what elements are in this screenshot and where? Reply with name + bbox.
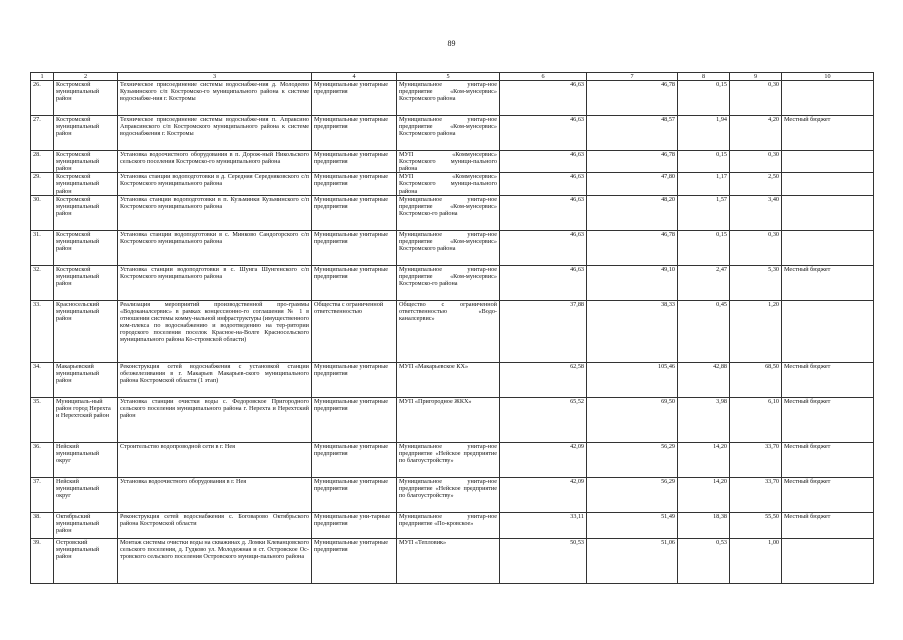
org-type-cell: Муниципальные унитарные предприятия — [312, 151, 397, 173]
org-type-cell: Муниципальные унитарные предприятия — [312, 538, 397, 583]
table-row — [31, 512, 874, 538]
funding-source-cell — [782, 538, 874, 583]
table-row — [31, 538, 874, 583]
value-cell-9: 6,10 — [730, 397, 782, 442]
row-number: 39. — [31, 538, 54, 583]
value-cell-9: 5,30 — [730, 265, 782, 300]
organization-cell: Муниципальное унитар-ное предприятие «Ком-мунсервис» Костромского района — [397, 116, 500, 151]
project-cell: Установка станции водоподготовки в д. Середняя Середняковского с/п Костромского муниципального района — [118, 173, 312, 195]
district-cell: Костромской муниципальный район — [54, 195, 118, 230]
column-number: 9 — [730, 73, 782, 81]
column-number: 4 — [312, 73, 397, 81]
row-number: 29. — [31, 173, 54, 195]
district-cell: Красносельский муниципальный район — [54, 300, 118, 362]
value-cell-6: 46,63 — [500, 81, 587, 116]
district-cell: Муниципаль-ный район город Нерехта и Нерехтский район — [54, 397, 118, 442]
table-row — [31, 116, 874, 151]
value-cell-9: 68,50 — [730, 362, 782, 397]
value-cell-8: 1,17 — [678, 173, 730, 195]
table-row — [31, 397, 874, 442]
district-cell: Костромской муниципальный район — [54, 151, 118, 173]
table-row — [31, 265, 874, 300]
funding-source-cell — [782, 300, 874, 362]
organization-cell: Общество с ограниченной ответственностью «Водо-каналсервис» — [397, 300, 500, 362]
value-cell-9: 1,20 — [730, 300, 782, 362]
project-cell: Реализация мероприятий производственной про-граммы «Водоканалсервис» в рамках концессионно-го соглашения № 1 в отношении системы комму-нальной инфраструктуры (имущественного ком-плекса по водоснабжению и водоотведению на тер-ритории городского поселения поселок Красное-на-Волге Красносельского муниципального района Ко-стромской области) — [118, 300, 312, 362]
value-cell-9: 0,30 — [730, 151, 782, 173]
funding-source-cell — [782, 230, 874, 265]
value-cell-7: 46,78 — [587, 230, 678, 265]
column-number: 1 — [31, 73, 54, 81]
table-row — [31, 442, 874, 477]
project-cell: Техническое присоединение системы водоснабже-ния п. Апраксино Апраксинского с/п Костромского муниципального района к системе водоснабжения г. Костромы — [118, 116, 312, 151]
organization-cell: МУП «Коммунсервис» Костромского муници-пального района — [397, 151, 500, 173]
table-row — [31, 81, 874, 116]
organization-cell: Муниципальное унитар-ное предприятие «Ком-мунсервис» Костромского района — [397, 230, 500, 265]
table-row — [31, 195, 874, 230]
project-cell: Установка станции водоподготовки в с. Минково Сандогорского с/п Костромского муниципального района — [118, 230, 312, 265]
project-cell: Установка станции водоподготовки в с. Шунга Шунгенского с/п Костромского муниципального района — [118, 265, 312, 300]
value-cell-8: 14,20 — [678, 442, 730, 477]
org-type-cell: Муниципальные унитарные предприятия — [312, 397, 397, 442]
value-cell-8: 1,94 — [678, 116, 730, 151]
value-cell-7: 48,57 — [587, 116, 678, 151]
row-number: 38. — [31, 512, 54, 538]
column-number: 7 — [587, 73, 678, 81]
organization-cell: МУП «Пригородное ЖКХ» — [397, 397, 500, 442]
project-cell: Монтаж системы очистки воды на скважинах д. Ломки Клеванцовского сельского поселения, д. Гудково ул. Молодежная и ст. Островское Ос-тровского сельского поселения Островского муници-пального района — [118, 538, 312, 583]
funding-source-cell: Местный бюджет — [782, 265, 874, 300]
funding-source-cell: Местный бюджет — [782, 477, 874, 512]
value-cell-7: 38,33 — [587, 300, 678, 362]
row-number: 33. — [31, 300, 54, 362]
value-cell-7: 69,50 — [587, 397, 678, 442]
organization-cell: МУП «Коммунсервис» Костромского муници-пального района — [397, 173, 500, 195]
value-cell-7: 51,49 — [587, 512, 678, 538]
organization-cell: Муниципальное унитар-ное предприятие «Ком-мунсервис» Костромско-го района — [397, 195, 500, 230]
row-number: 37. — [31, 477, 54, 512]
column-number: 2 — [54, 73, 118, 81]
value-cell-6: 50,53 — [500, 538, 587, 583]
district-cell: Костромской муниципальный район — [54, 230, 118, 265]
org-type-cell: Общества с ограниченной ответственностью — [312, 300, 397, 362]
column-number: 5 — [397, 73, 500, 81]
value-cell-8: 0,15 — [678, 81, 730, 116]
value-cell-6: 42,09 — [500, 477, 587, 512]
value-cell-6: 62,58 — [500, 362, 587, 397]
value-cell-6: 42,09 — [500, 442, 587, 477]
value-cell-8: 18,38 — [678, 512, 730, 538]
value-cell-8: 0,15 — [678, 151, 730, 173]
row-number: 35. — [31, 397, 54, 442]
value-cell-8: 42,88 — [678, 362, 730, 397]
table-row — [31, 151, 874, 173]
page-number: 89 — [447, 39, 456, 48]
funding-source-cell — [782, 195, 874, 230]
value-cell-7: 46,78 — [587, 81, 678, 116]
funding-source-cell: Местный бюджет — [782, 442, 874, 477]
value-cell-8: 0,45 — [678, 300, 730, 362]
funding-source-cell — [782, 173, 874, 195]
value-cell-6: 46,63 — [500, 151, 587, 173]
organization-cell: МУП «Макарьевское КХ» — [397, 362, 500, 397]
district-cell: Костромской муниципальный район — [54, 81, 118, 116]
value-cell-9: 33,70 — [730, 442, 782, 477]
organization-cell: Муниципальное унитар-ное предприятие «Нейское предприятие по благоустройству» — [397, 477, 500, 512]
district-cell: Нейский муниципальный округ — [54, 442, 118, 477]
table-row — [31, 230, 874, 265]
value-cell-9: 2,50 — [730, 173, 782, 195]
row-number: 32. — [31, 265, 54, 300]
value-cell-8: 3,98 — [678, 397, 730, 442]
org-type-cell: Муниципальные унитарные предприятия — [312, 173, 397, 195]
table-row — [31, 362, 874, 397]
funding-source-cell: Местный бюджет — [782, 116, 874, 151]
column-number: 10 — [782, 73, 874, 81]
table-row — [31, 477, 874, 512]
value-cell-9: 1,00 — [730, 538, 782, 583]
project-cell: Установка водоочистного оборудования в г. Нея — [118, 477, 312, 512]
row-number: 36. — [31, 442, 54, 477]
value-cell-7: 51,06 — [587, 538, 678, 583]
row-number: 27. — [31, 116, 54, 151]
value-cell-7: 56,29 — [587, 442, 678, 477]
value-cell-8: 14,20 — [678, 477, 730, 512]
row-number: 34. — [31, 362, 54, 397]
value-cell-6: 46,63 — [500, 116, 587, 151]
org-type-cell: Муниципальные унитарные предприятия — [312, 116, 397, 151]
org-type-cell: Муниципальные унитарные предприятия — [312, 442, 397, 477]
org-type-cell: Муниципальные унитарные предприятия — [312, 362, 397, 397]
project-cell: Установка станции очистки воды с. Федоровское Пригородного сельского поселения муниципального района г. Нерехта и Нерехтский район — [118, 397, 312, 442]
project-cell: Установка водоочистного оборудования в п. Дорож-ный Никольского сельского поселения Костромско-го муниципального района — [118, 151, 312, 173]
value-cell-9: 0,30 — [730, 81, 782, 116]
district-cell: Макарьевский муниципальный район — [54, 362, 118, 397]
value-cell-7: 49,10 — [587, 265, 678, 300]
column-number: 8 — [678, 73, 730, 81]
column-number-header — [31, 73, 874, 81]
funding-source-cell: Местный бюджет — [782, 512, 874, 538]
investment-program-table — [30, 72, 874, 584]
value-cell-9: 33,70 — [730, 477, 782, 512]
value-cell-8: 0,15 — [678, 230, 730, 265]
organization-cell: МУП «Тепловик» — [397, 538, 500, 583]
org-type-cell: Муниципальные унитарные предприятия — [312, 477, 397, 512]
org-type-cell: Муниципальные унитарные предприятия — [312, 265, 397, 300]
funding-source-cell — [782, 81, 874, 116]
value-cell-9: 3,40 — [730, 195, 782, 230]
value-cell-9: 0,30 — [730, 230, 782, 265]
value-cell-7: 48,20 — [587, 195, 678, 230]
value-cell-6: 46,63 — [500, 195, 587, 230]
column-number: 3 — [118, 73, 312, 81]
value-cell-6: 33,11 — [500, 512, 587, 538]
funding-source-cell: Местный бюджет — [782, 397, 874, 442]
column-number: 6 — [500, 73, 587, 81]
value-cell-7: 56,29 — [587, 477, 678, 512]
org-type-cell: Муниципальные унитарные предприятия — [312, 230, 397, 265]
value-cell-6: 46,63 — [500, 230, 587, 265]
district-cell: Нейский муниципальный округ — [54, 477, 118, 512]
row-number: 28. — [31, 151, 54, 173]
organization-cell: Муниципальное унитар-ное предприятие «Ком-мунсервис» Костромского района — [397, 81, 500, 116]
project-cell: Техническое присоединение системы водоснабже-ния д. Молодеево Кузьминского с/п Костромско-го муниципального района к системе водоснабже-ния г. Костромы — [118, 81, 312, 116]
project-cell: Реконструкция сетей водоснабжения с установкой станции обезжелезивания в г. Макарьев Макарьев-ского муниципального района Костромской области (1 этап) — [118, 362, 312, 397]
funding-source-cell: Местный бюджет — [782, 362, 874, 397]
value-cell-6: 65,52 — [500, 397, 587, 442]
value-cell-9: 55,50 — [730, 512, 782, 538]
value-cell-7: 105,46 — [587, 362, 678, 397]
value-cell-7: 46,78 — [587, 151, 678, 173]
funding-source-cell — [782, 151, 874, 173]
org-type-cell: Муниципальные унитарные предприятия — [312, 195, 397, 230]
district-cell: Островский муниципальный район — [54, 538, 118, 583]
organization-cell: Муниципальное унитар-ное предприятие «По-кровское» — [397, 512, 500, 538]
row-number: 26. — [31, 81, 54, 116]
district-cell: Костромской муниципальный район — [54, 173, 118, 195]
district-cell: Костромской муниципальный район — [54, 265, 118, 300]
value-cell-8: 1,57 — [678, 195, 730, 230]
project-cell: Реконструкция сетей водоснабжения с. Боговарово Октябрьского района Костромской области — [118, 512, 312, 538]
project-cell: Установка станции водоподготовки в п. Кузьминки Кузьминского с/п Костромского муниципального района — [118, 195, 312, 230]
district-cell: Костромской муниципальный район — [54, 116, 118, 151]
table-row — [31, 173, 874, 195]
org-type-cell: Муниципальные уни-тарные предприятия — [312, 512, 397, 538]
table-row — [31, 300, 874, 362]
row-number: 31. — [31, 230, 54, 265]
org-type-cell: Муниципальные унитарные предприятия — [312, 81, 397, 116]
district-cell: Октябрьский муниципальный район — [54, 512, 118, 538]
value-cell-6: 37,88 — [500, 300, 587, 362]
organization-cell: Муниципальное унитар-ное предприятие «Нейское предприятие по благоустройству» — [397, 442, 500, 477]
project-cell: Строительство водопроводной сети в г. Нея — [118, 442, 312, 477]
value-cell-8: 0,53 — [678, 538, 730, 583]
value-cell-6: 46,63 — [500, 173, 587, 195]
value-cell-8: 2,47 — [678, 265, 730, 300]
organization-cell: Муниципальное унитар-ное предприятие «Ком-мунсервис» Костромско-го района — [397, 265, 500, 300]
value-cell-9: 4,20 — [730, 116, 782, 151]
value-cell-7: 47,80 — [587, 173, 678, 195]
value-cell-6: 46,63 — [500, 265, 587, 300]
row-number: 30. — [31, 195, 54, 230]
